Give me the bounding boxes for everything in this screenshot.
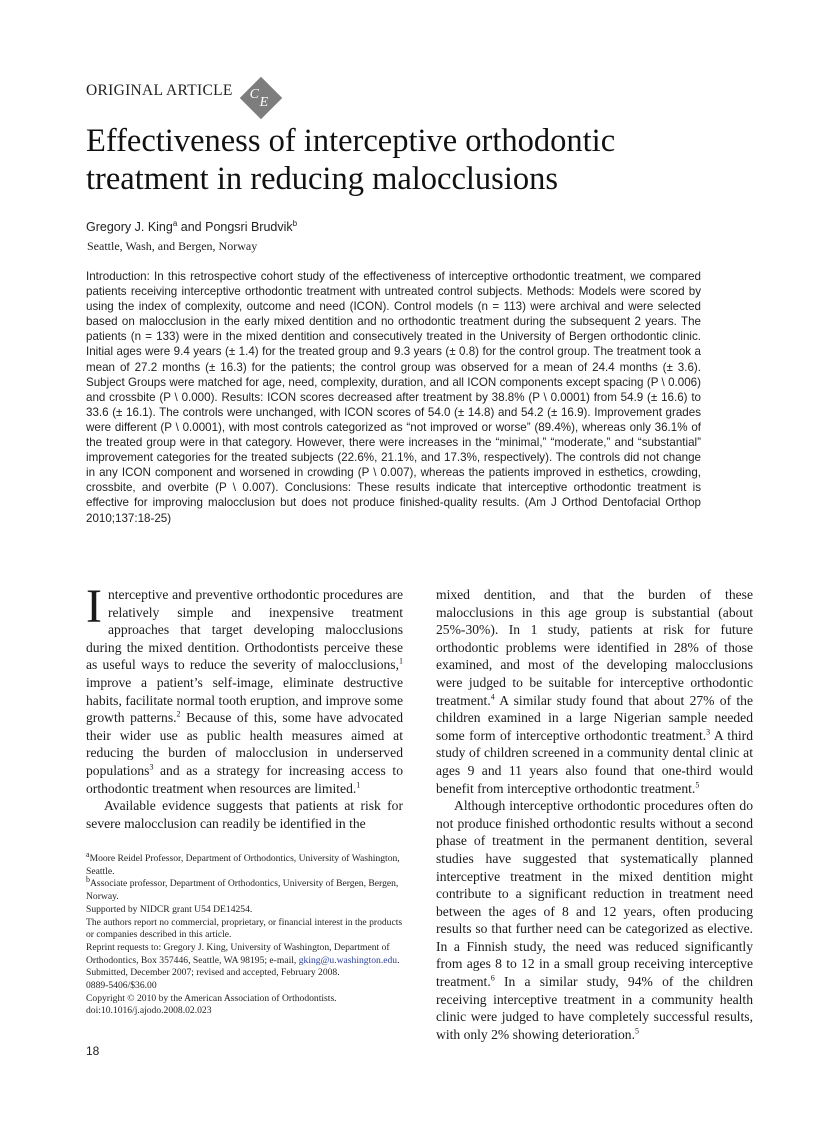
author-1: Gregory J. King bbox=[86, 220, 173, 234]
footnotes bbox=[86, 849, 403, 1018]
article-type-header bbox=[86, 62, 283, 120]
reference-link[interactable]: 3 bbox=[706, 727, 711, 737]
footnote-copyright: Copyright © 2010 by the American Association of Orthodontists. bbox=[86, 992, 337, 1004]
author-2: Pongsri Brudvik bbox=[205, 220, 293, 234]
title-line-2: treatment in reducing malocclusions bbox=[86, 161, 559, 197]
footnote-affiliation-b: $^b$Associate professor, Department of Orthodontics, University of Bergen, Bergen, Norway. bbox=[86, 875, 399, 903]
page-number: 18 bbox=[86, 1044, 100, 1058]
body-paragraph: Although interceptive orthodontic procedures often do not produce finished orthodontic results without a second phase of treatment in the permanent dentition, several studies have suggested that systematically planned interceptive treatment in the mixed dentition might contribute to a significant reduction in treatment need between the ages of 8 and 12 years, often producing results so that further need can be categorized as elective. In a Finnish study, the need was reduced significantly from ages 8 to 12 in a small group receiving interceptive treatment.$^6$ In a similar study, 94% of the children receiving interceptive treatment in a community health clinic were judged to have completely successful results, with only 2% showing deterioration.$^5$ bbox=[436, 798, 753, 1042]
reference-link[interactable]: 3 bbox=[149, 762, 154, 772]
reference-link[interactable]: 6 bbox=[490, 973, 495, 983]
reference-link[interactable]: 4 bbox=[490, 692, 495, 702]
footnote-reprint: Reprint requests to: Gregory J. King, University of Washington, Department of Orthodontics, Box 357446, Seattle, WA 98195; e-mail, gking@u.washington.edu. bbox=[86, 941, 400, 966]
reference-link[interactable]: 1 bbox=[399, 656, 403, 666]
reference-link[interactable]: 1 bbox=[356, 780, 361, 789]
footnote-submitted: Submitted, December 2007; revised and accepted, February 2008. bbox=[86, 967, 340, 979]
reference-link[interactable]: 2 bbox=[176, 709, 181, 719]
footnote-conflict: The authors report no commercial, proprietary, or financial interest in the products or companies described in this article. bbox=[86, 916, 403, 941]
abstract: Introduction: In this retrospective cohort study of the effectiveness of interceptive orthodontic treatment, we compared patients receiving interceptive orthodontic treatment with untreated control subjects. Methods: Models were scored by using the index of complexity, outcome and need (ICON). Control models (n = 113) were archival and were selected based on malocclusion in the early mixed dentition and no orthodontic treatment during the subsequent 2 years. The patients (n = 133) were in the mixed dentition and consecutively treated in the University of Bergen orthodontic clinic. Initial ages were 9.4 years (± 1.4) for the treated group and 9.3 years (± 0.8) for the control group. The treatment took a mean of 27.2 months (± 16.3) for the patients; the control group was observed for a mean of 24.4 months (± 3.6). Subject Groups were matched for age, need, complexity, duration, and all ICON components except spacing (P \ 0.006) and crossbite (P \ 0.000). Results: ICON scores decreased after treatment by 38.8% (P \ 0.0001) from 54.9 (± 16.6) to 33.6 (± 16.1). The controls were unchanged, with ICON scores of 54.0 (± 14.8) and 54.2 (± 16.9). Improvement grades were different (P \ 0.0001), with most controls categorized as “not improved or worse” (89.4%), whereas only 36.1% of the treated group were in that category. However, there were increases in the “minimal,” “moderate,” and “substantial” improvement categories for the treated subjects (22.6%, 21.1%, and 17.3%, respectively). The controls did not change in any ICON component and worsened in crowding (P \ 0.007), whereas the patients improved in esthetics, crowding, crossbite, and overbite (P \ 0.007). Conclusions: These results indicate that interceptive orthodontic treatment is effective for improving malocclusion but does not produce finished-quality results. (Am J Orthod Dentofacial Orthop 2010;137:18-25) bbox=[86, 270, 701, 525]
ce-logo-c: C bbox=[249, 87, 259, 102]
article-title bbox=[86, 122, 726, 198]
author-1-affil-mark: a bbox=[172, 218, 178, 228]
reference-link[interactable]: 5 bbox=[634, 1026, 639, 1036]
body-paragraph: Interceptive and preventive orthodontic procedures are relatively simple and inexpensive treatment approaches that target developing malocclusions during the mixed dentition. Orthodontists perceive these as useful ways to reduce the severity of malocclusions,$^1$ improve a patient’s self-image, eliminate destructive habits, facilitate normal tooth eruption, and improve some growth patterns.$^2$ Because of this, some have advocated their wider use as public health measures aimed at reducing the burden of malocclusion in underserved populations$^3$ and as a strategy for increasing access to orthodontic treatment when resources are limited.$^1$ bbox=[86, 580, 404, 796]
footnote-doi: doi:10.1016/j.ajodo.2008.02.023 bbox=[86, 1005, 212, 1017]
author-list bbox=[86, 220, 297, 234]
footnote-support: Supported by NIDCR grant U54 DE14254. bbox=[86, 903, 253, 915]
reference-link[interactable]: 5 bbox=[695, 780, 700, 789]
footnote-affiliation-a: $^a$Moore Reidel Professor, Department of Orthodontics, University of Washington, Seattle. bbox=[86, 849, 400, 877]
ce-diamond-icon bbox=[239, 76, 283, 120]
footnote-issn: 0889-5406/$36.00 bbox=[86, 980, 157, 992]
body-paragraph: Available evidence suggests that patients at risk for severe malocclusion can readily be identified in the bbox=[86, 798, 403, 831]
body-column-right bbox=[436, 586, 753, 1043]
author-2-affil-mark: b bbox=[292, 218, 298, 228]
ce-logo-e: E bbox=[259, 95, 269, 110]
email-link[interactable]: gking@u.washington.edu bbox=[298, 954, 398, 966]
body-column-left bbox=[86, 580, 404, 832]
title-line-1: Effectiveness of interceptive orthodontic bbox=[86, 123, 616, 159]
body-paragraph: mixed dentition, and that the burden of these malocclusions in this age group is substantial (about 25%-30%). In 1 study, patients at risk for future orthodontic problems were identified in 28% of those examined, and most of the developing malocclusions were judged to be suitable for interceptive orthodontic treatment.$^4$ A similar study found that about 27% of the children examined in a large Nigerian sample needed some form of interceptive orthodontic treatment.$^3$ A third study of children screened in a community dental clinic at ages 9 and 11 years also found that one-third would benefit from interceptive orthodontic treatment.$^5$ bbox=[436, 587, 753, 796]
section-label: ORIGINAL ARTICLE bbox=[86, 82, 233, 99]
affiliation-location: Seattle, Wash, and Bergen, Norway bbox=[87, 239, 258, 253]
author-joiner: and bbox=[177, 220, 206, 234]
drop-cap: I bbox=[86, 580, 102, 633]
